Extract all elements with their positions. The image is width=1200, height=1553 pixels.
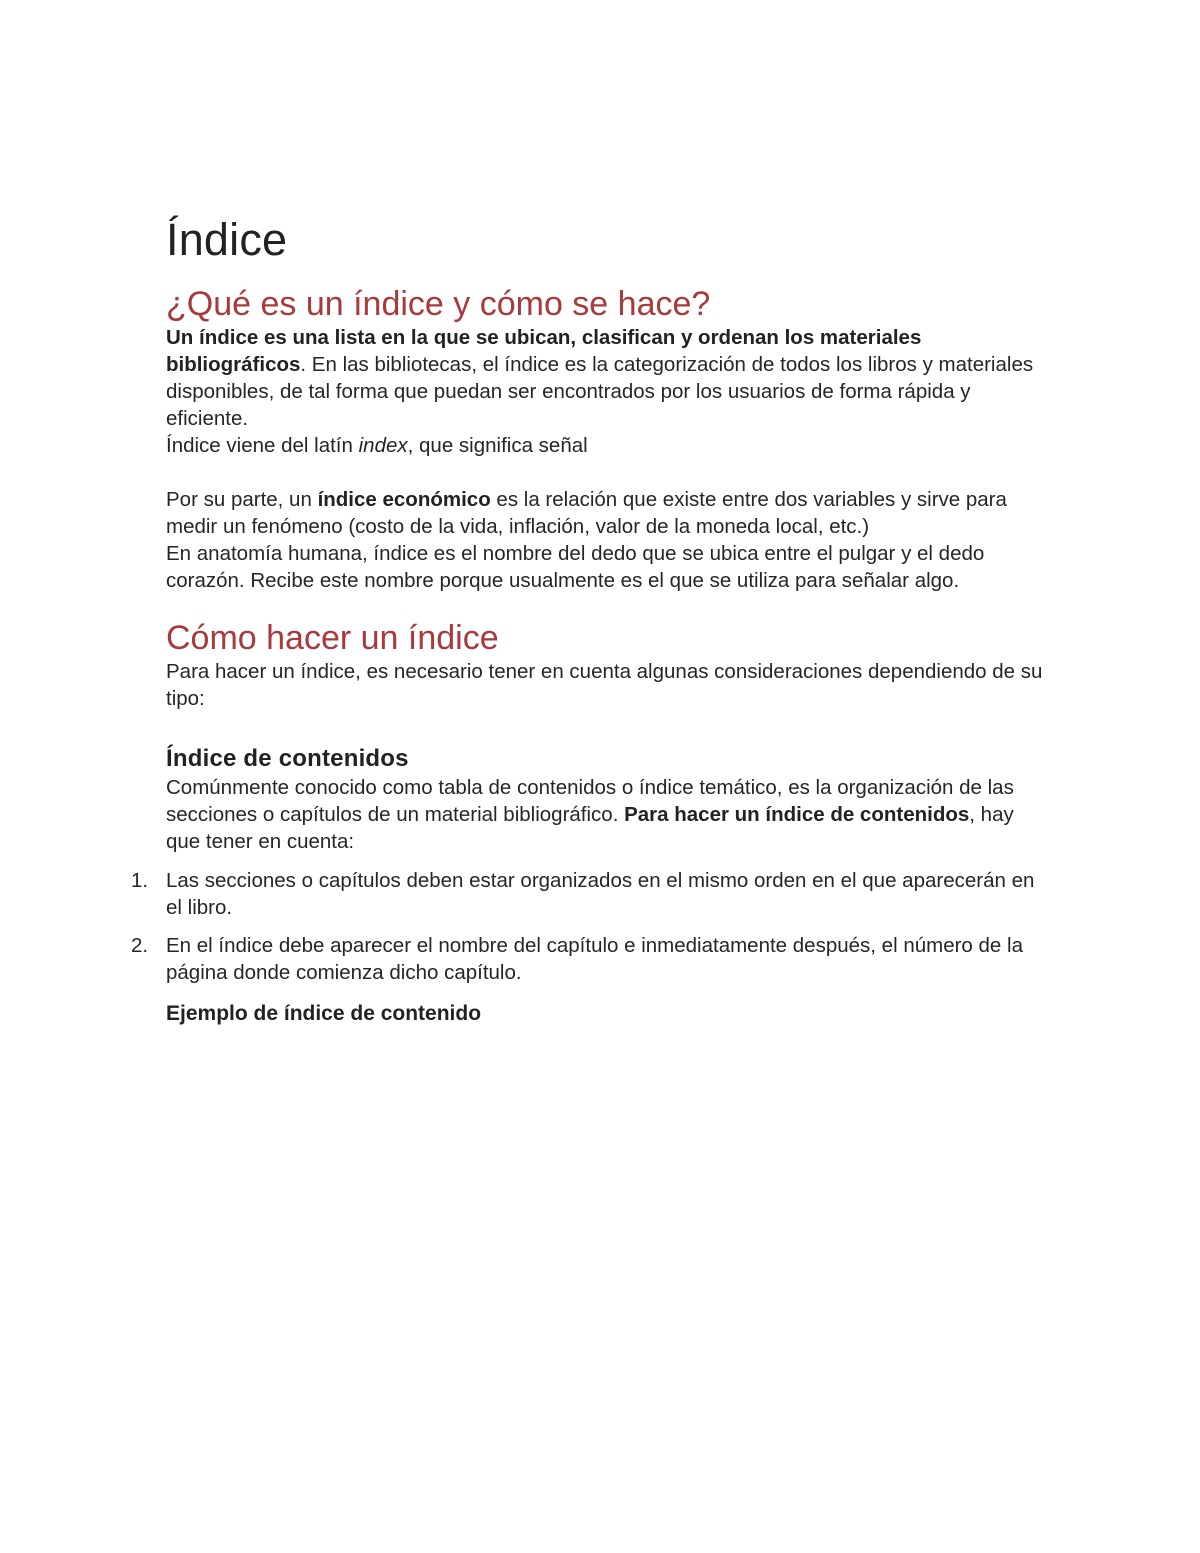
steps-list [131, 867, 1046, 986]
how-to-intro: Para hacer un índice, es necesario tener en cuenta algunas consideraciones dependiendo de su tipo: [166, 660, 1043, 710]
definition-rest: . En las bibliotecas, el índice es la categorización de todos los libros y materiales disponibles, de tal forma que puedan ser encontrados por los usuarios de forma rápida y eficiente. [166, 353, 1034, 430]
contents-post: , hay que tener en cuenta: [166, 803, 1014, 853]
etymology-italic: index [358, 434, 408, 457]
example-heading: Ejemplo de índice de contenido [166, 1002, 482, 1025]
list-item [131, 932, 1046, 986]
contents-bold: Para hacer un índice de contenidos [624, 803, 970, 826]
etymology-post: , que significa señal [407, 434, 588, 457]
subheading-indice-contenidos: Índice de contenidos [166, 745, 409, 772]
economic-bold: índice económico [317, 488, 491, 511]
list-number: 1. [131, 869, 149, 892]
anatomy-paragraph: En anatomía humana, índice es el nombre del dedo que se ubica entre el pulgar y el dedo corazón. Recibe este nombre porque usualmente es el que se utiliza para señalar algo. [166, 542, 985, 592]
definition-paragraph [166, 324, 1046, 432]
list-number: 2. [131, 934, 149, 957]
definition-bold: Un índice es una lista en la que se ubican, clasifican y ordenan los materiales bibliográficos [166, 326, 922, 376]
economic-index-paragraph [166, 486, 1046, 540]
page-title: Índice [166, 214, 288, 265]
section-heading-como-hacer: Cómo hacer un índice [166, 619, 499, 657]
economic-pre: Por su parte, un [166, 488, 318, 511]
contents-pre: Comúnmente conocido como tabla de contenidos o índice temático, es la organización de las secciones o capítulos de un material bibliográfico. [166, 776, 1014, 826]
list-item [131, 867, 1046, 921]
list-text: Las secciones o capítulos deben estar organizados en el mismo orden en el que aparecerán en el libro. [166, 869, 1035, 919]
section-heading-que-es: ¿Qué es un índice y cómo se hace? [166, 285, 711, 323]
list-text: En el índice debe aparecer el nombre del capítulo e inmediatamente después, el número de la página donde comienza dicho capítulo. [166, 934, 1023, 984]
etymology-pre: Índice viene del latín [166, 434, 359, 457]
document-page [131, 214, 1046, 1028]
contents-index-paragraph [166, 774, 1046, 855]
economic-post: es la relación que existe entre dos variables y sirve para medir un fenómeno (costo de la vida, inflación, valor de la moneda local, etc.) [166, 488, 1007, 538]
etymology-paragraph [166, 432, 1046, 459]
paragraph-gap [166, 459, 1046, 486]
